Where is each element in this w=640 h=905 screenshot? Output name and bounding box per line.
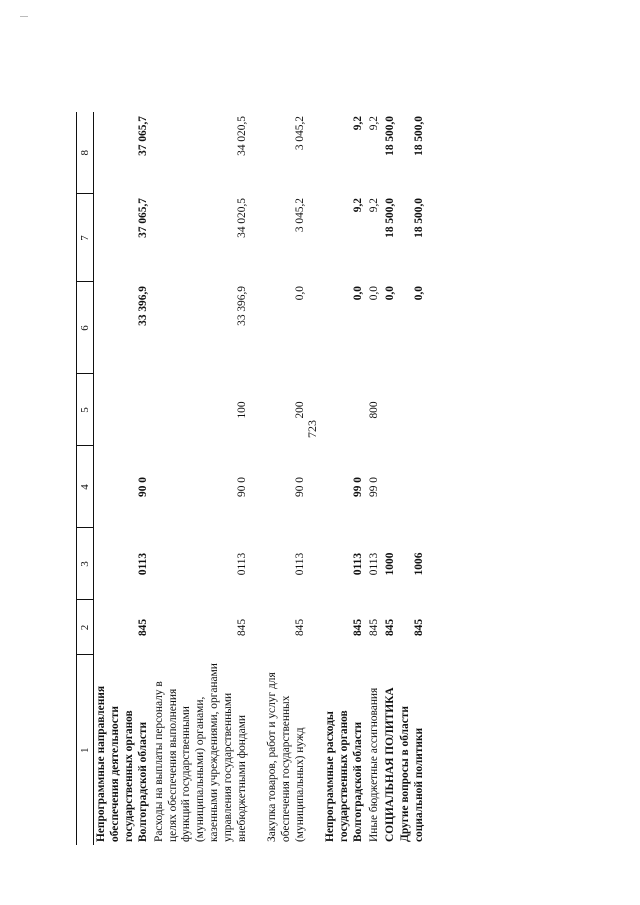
row-amount-col6: 0,0 bbox=[351, 286, 364, 301]
row-amount-col8: 37 065,7 bbox=[136, 116, 149, 156]
row-amount-col7: 18 500,0 bbox=[413, 198, 426, 238]
rotated-table-container bbox=[76, 112, 428, 845]
row-section-code: 0113 bbox=[236, 552, 249, 576]
row-section-code: 1000 bbox=[383, 552, 396, 576]
row-amount-col8: 18 500,0 bbox=[383, 116, 396, 156]
row-ministry-code: 845 bbox=[136, 618, 149, 637]
row-ministry-code: 845 bbox=[413, 618, 426, 637]
row-target-article bbox=[398, 446, 428, 528]
row-target-article bbox=[382, 446, 398, 528]
row-amount-col8: 9,2 bbox=[367, 116, 380, 131]
table-row bbox=[265, 112, 309, 845]
row-ministry-code: 845 bbox=[383, 618, 396, 637]
header-col-4: 4 bbox=[77, 446, 94, 528]
row-expense-type bbox=[94, 374, 152, 446]
row-amount-col6: 0,0 bbox=[383, 286, 396, 301]
header-col-3: 3 bbox=[77, 528, 94, 600]
row-target-article: 90 0 bbox=[136, 477, 149, 497]
header-col-8: 8 bbox=[77, 112, 94, 194]
row-amount-col7: 3 045,2 bbox=[293, 198, 306, 233]
row-name: Другие вопросы в области социальной политики bbox=[399, 706, 426, 842]
row-amount-col6: 0,0 bbox=[413, 286, 426, 301]
row-expense-type bbox=[382, 374, 398, 446]
row-section-code: 1006 bbox=[413, 552, 426, 576]
table-row bbox=[366, 112, 382, 845]
table-body bbox=[94, 112, 429, 845]
row-amount-col8: 9,2 bbox=[351, 116, 364, 131]
scan-mark bbox=[20, 16, 28, 17]
header-col-1: 1 bbox=[78, 747, 91, 753]
page-number: 723 bbox=[305, 420, 319, 438]
row-name: СОЦИАЛЬНАЯ ПОЛИТИКА bbox=[383, 687, 396, 842]
table-row bbox=[398, 112, 428, 845]
row-expense-type: 200 bbox=[293, 401, 306, 419]
row-name: Иные бюджетные ассигнования bbox=[367, 687, 380, 842]
row-name: Закупка товаров, работ и услуг для обеспечения государственных (муниципальных) нужд bbox=[265, 672, 306, 842]
row-expense-type bbox=[323, 374, 367, 446]
header-col-2: 2 bbox=[77, 600, 94, 655]
table-header bbox=[77, 112, 94, 845]
row-amount-col7: 34 020,5 bbox=[236, 198, 249, 238]
row-ministry-code: 845 bbox=[236, 618, 249, 637]
row-section-code: 0113 bbox=[293, 552, 306, 576]
row-amount-col7: 37 065,7 bbox=[136, 198, 149, 238]
row-ministry-code: 845 bbox=[367, 618, 380, 637]
row-amount-col7: 9,2 bbox=[367, 198, 380, 213]
row-ministry-code: 845 bbox=[351, 618, 364, 637]
row-section-code: 0113 bbox=[351, 552, 364, 576]
header-col-5: 5 bbox=[77, 374, 94, 446]
row-target-article: 99 0 bbox=[367, 477, 380, 497]
row-amount-col7: 9,2 bbox=[351, 198, 364, 213]
table-row bbox=[323, 112, 367, 845]
row-target-article: 99 0 bbox=[351, 477, 364, 497]
row-ministry-code: 845 bbox=[293, 618, 306, 637]
row-spacer bbox=[309, 112, 323, 845]
header-col-7: 7 bbox=[77, 194, 94, 282]
header-row bbox=[77, 112, 94, 845]
row-section-code: 0113 bbox=[136, 552, 149, 576]
row-target-article: 90 0 bbox=[293, 477, 306, 497]
spacer-cell bbox=[309, 112, 323, 845]
row-amount-col6: 33 396,9 bbox=[136, 286, 149, 326]
row-amount-col6: 0,0 bbox=[367, 286, 380, 301]
row-expense-type bbox=[398, 374, 428, 446]
row-amount-col8: 18 500,0 bbox=[413, 116, 426, 156]
row-amount-col8: 3 045,2 bbox=[293, 116, 306, 151]
row-name: Непрограммные расходы государственных органов Волгоградской области bbox=[323, 710, 364, 842]
spacer-cell bbox=[251, 112, 265, 845]
table-row bbox=[382, 112, 398, 845]
table-row bbox=[94, 112, 152, 845]
row-amount-col7: 18 500,0 bbox=[383, 198, 396, 238]
row-target-article: 90 0 bbox=[236, 477, 249, 497]
header-col-6: 6 bbox=[77, 282, 94, 374]
row-amount-col6: 33 396,9 bbox=[236, 286, 249, 326]
budget-table bbox=[76, 112, 428, 845]
row-section-code: 0113 bbox=[367, 552, 380, 576]
row-expense-type: 100 bbox=[236, 401, 249, 419]
row-name: Расходы на выплаты персоналу в целях обеспечения выполнения функций государственными (муниципальными) органами, казенными учреждениями, органами управления государственными внебюджетными фондами bbox=[152, 663, 249, 842]
row-spacer bbox=[251, 112, 265, 845]
row-amount-col6: 0,0 bbox=[293, 286, 306, 301]
row-name: Непрограммные направления обеспечения деятельности государственных органов Волгоградской области bbox=[95, 685, 149, 842]
row-amount-col8: 34 020,5 bbox=[236, 116, 249, 156]
row-expense-type: 800 bbox=[367, 401, 380, 419]
table-row bbox=[152, 112, 251, 845]
